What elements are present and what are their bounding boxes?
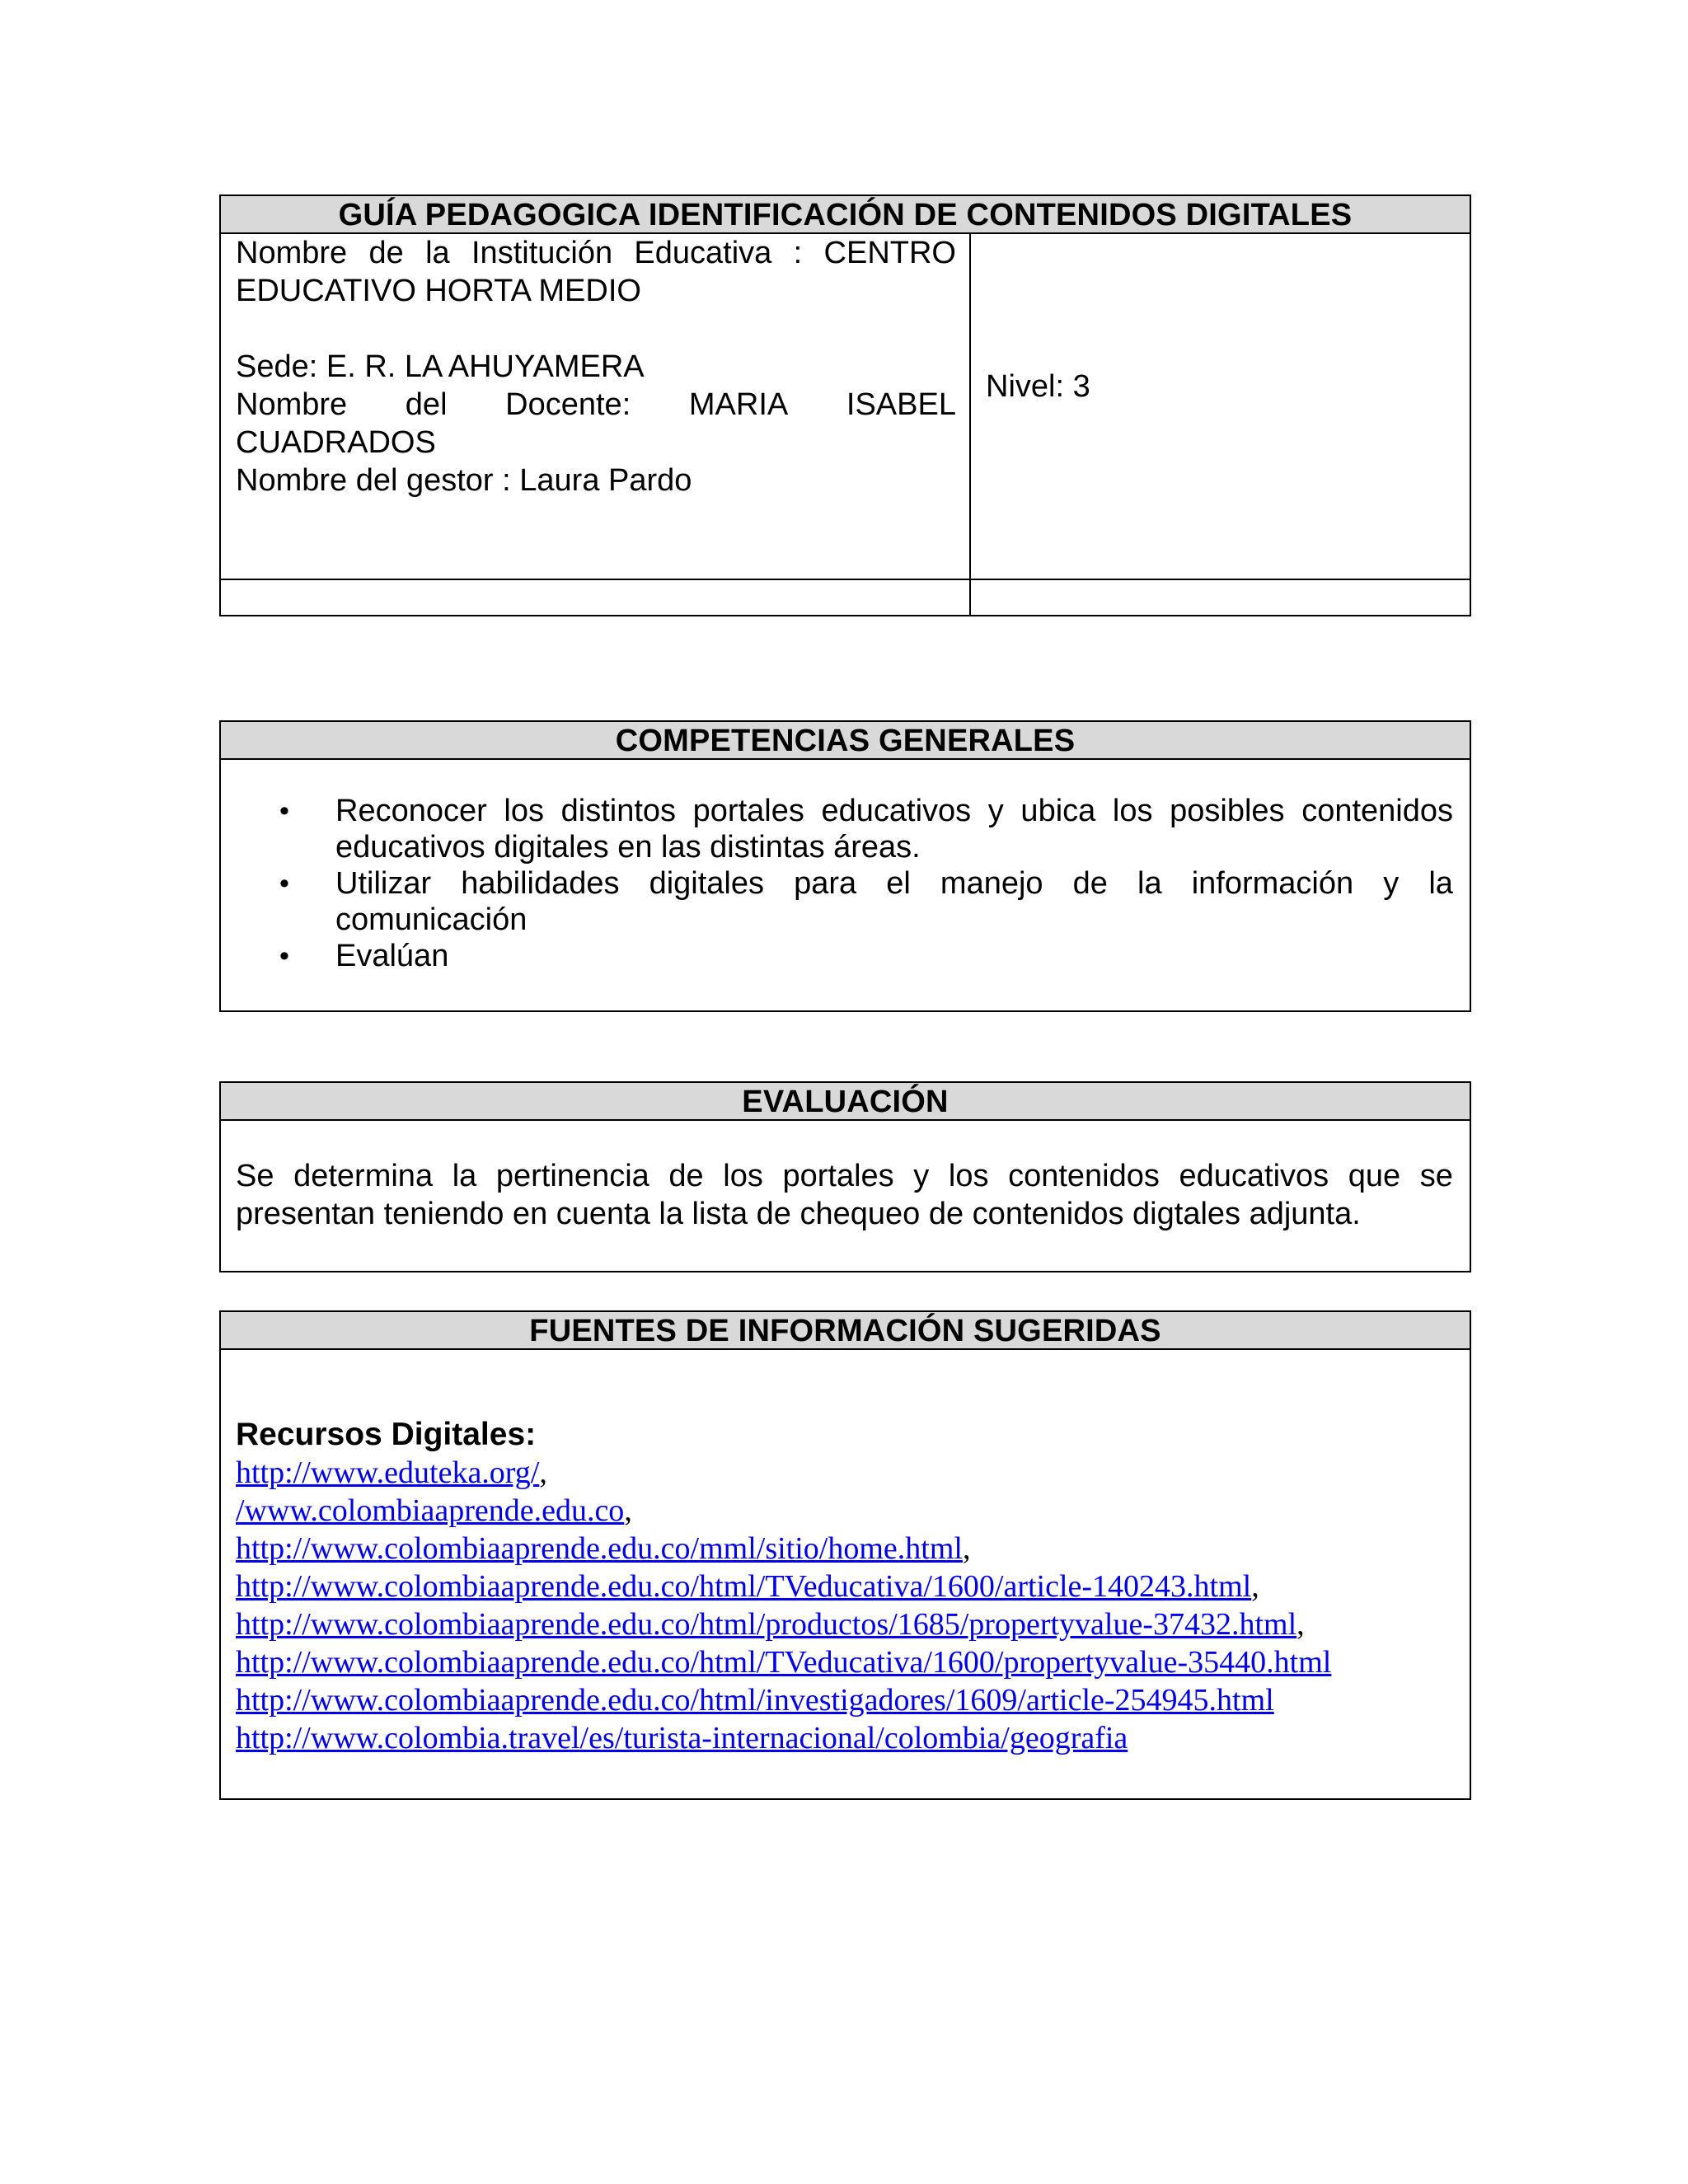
nivel: Nivel: 3 — [986, 369, 1090, 404]
fuentes-title: FUENTES DE INFORMACIÓN SUGERIDAS — [221, 1312, 1470, 1350]
list-item — [236, 1681, 1453, 1719]
word: Se — [236, 1159, 274, 1193]
resource-link[interactable]: http://www.colombiaaprende.edu.co/html/investigadores/1609/article-254945.html — [236, 1683, 1274, 1718]
link-suffix: , — [1296, 1607, 1305, 1642]
list-item — [279, 938, 1453, 974]
recursos-subtitle: Recursos Digitales: — [236, 1417, 537, 1452]
word: Nombre — [236, 236, 348, 270]
word: y — [1383, 866, 1400, 901]
word: Docente: — [505, 387, 631, 422]
word: Utilizar — [335, 866, 432, 901]
bullet-icon: • — [279, 940, 289, 972]
link-suffix: , — [962, 1531, 971, 1566]
resource-link[interactable]: http://www.colombiaaprende.edu.co/html/TVeducativa/1600/article-140243.html — [236, 1569, 1252, 1604]
word: habilidades — [461, 866, 620, 901]
fuentes-table — [219, 1310, 1471, 1800]
word: y — [913, 1159, 930, 1193]
competencias-table — [219, 720, 1471, 1012]
word: el — [886, 866, 911, 901]
word: Institución — [471, 236, 613, 270]
fuentes-body — [221, 1350, 1470, 1757]
item-text: educativos digitales en las distintas áreas. — [335, 830, 921, 865]
bullet-icon: • — [279, 868, 289, 899]
link-suffix: , — [624, 1493, 632, 1528]
resource-link[interactable]: http://www.colombiaaprende.edu.co/mml/sitio/home.html — [236, 1531, 963, 1566]
list-item — [279, 793, 1453, 865]
institucion-line — [236, 234, 956, 272]
evaluacion-title: EVALUACIÓN — [221, 1083, 1470, 1121]
word: ISABEL — [846, 387, 956, 422]
word: de — [1072, 866, 1108, 901]
resource-link[interactable]: /www.colombiaaprende.edu.co — [236, 1493, 625, 1528]
word: digitales — [649, 866, 764, 901]
list-item — [236, 1492, 1453, 1530]
link-suffix: , — [1251, 1569, 1259, 1604]
competencias-list — [221, 793, 1453, 974]
word: la — [1137, 866, 1162, 901]
word: la — [452, 1159, 477, 1193]
item-text: Evalúan — [335, 939, 449, 973]
word: portales — [782, 1159, 894, 1193]
gestor: Nombre del gestor : Laura Pardo — [236, 463, 692, 498]
item-text: comunicación — [335, 902, 528, 937]
word: de — [368, 236, 404, 270]
word: información — [1191, 866, 1354, 901]
word: para — [794, 866, 857, 901]
word: educativos — [1179, 1159, 1329, 1193]
word: los — [723, 1159, 763, 1193]
list-item — [236, 1568, 1453, 1605]
sede: Sede: E. R. LA AHUYAMERA — [236, 349, 645, 384]
list-item — [236, 1530, 1453, 1568]
list-item — [279, 865, 1453, 938]
evaluacion-line — [236, 1157, 1453, 1195]
word: se — [1419, 1159, 1453, 1193]
link-suffix: , — [539, 1455, 547, 1490]
guia-table — [219, 194, 1471, 616]
resource-link[interactable]: http://www.eduteka.org/ — [236, 1455, 540, 1490]
word: que — [1348, 1159, 1401, 1193]
bullet-icon: • — [279, 795, 289, 827]
word: la — [1428, 866, 1453, 901]
word: Nombre — [236, 387, 348, 422]
word: Educativa — [634, 236, 772, 270]
institucion-name: EDUCATIVO HORTA MEDIO — [236, 274, 641, 308]
spacer — [236, 310, 956, 348]
evaluacion-body — [221, 1121, 1470, 1233]
word: : — [793, 236, 803, 270]
resource-link[interactable]: http://www.colombiaaprende.edu.co/html/TVeducativa/1600/propertyvalue-35440.html — [236, 1645, 1332, 1680]
item-text: Reconocer los distintos portales educativos y ubica los posibles contenidos — [335, 794, 1453, 828]
nivel-cell — [971, 234, 1470, 579]
word: del — [405, 387, 448, 422]
docente-name: CUADRADOS — [236, 425, 436, 460]
guia-title: GUÍA PEDAGOGICA IDENTIFICACIÓN DE CONTENIDOS DIGITALES — [221, 196, 1470, 234]
list-item — [236, 1605, 1453, 1643]
list-item — [236, 1719, 1453, 1757]
word: los — [948, 1159, 989, 1193]
word: MARIA — [688, 387, 789, 422]
empty-row — [221, 579, 1470, 615]
guia-info-cell — [221, 234, 971, 579]
resource-link[interactable]: http://www.colombiaaprende.edu.co/html/productos/1685/propertyvalue-37432.html — [236, 1607, 1297, 1642]
word: CENTRO — [823, 236, 956, 270]
word: pertinencia — [495, 1159, 649, 1193]
list-item — [236, 1454, 1453, 1492]
competencias-title: COMPETENCIAS GENERALES — [221, 722, 1470, 760]
list-item — [236, 1643, 1453, 1681]
word: determina — [293, 1159, 434, 1193]
item-text — [335, 865, 1453, 902]
word: la — [425, 236, 450, 270]
resource-link[interactable]: http://www.colombia.travel/es/turista-internacional/colombia/geografia — [236, 1721, 1128, 1755]
evaluacion-line: presentan teniendo en cuenta la lista de chequeo de contenidos digtales adjunta. — [236, 1197, 1361, 1231]
word: de — [668, 1159, 704, 1193]
word: manejo — [940, 866, 1043, 901]
word: contenidos — [1008, 1159, 1160, 1193]
evaluacion-table — [219, 1081, 1471, 1272]
docente-line — [236, 386, 956, 424]
